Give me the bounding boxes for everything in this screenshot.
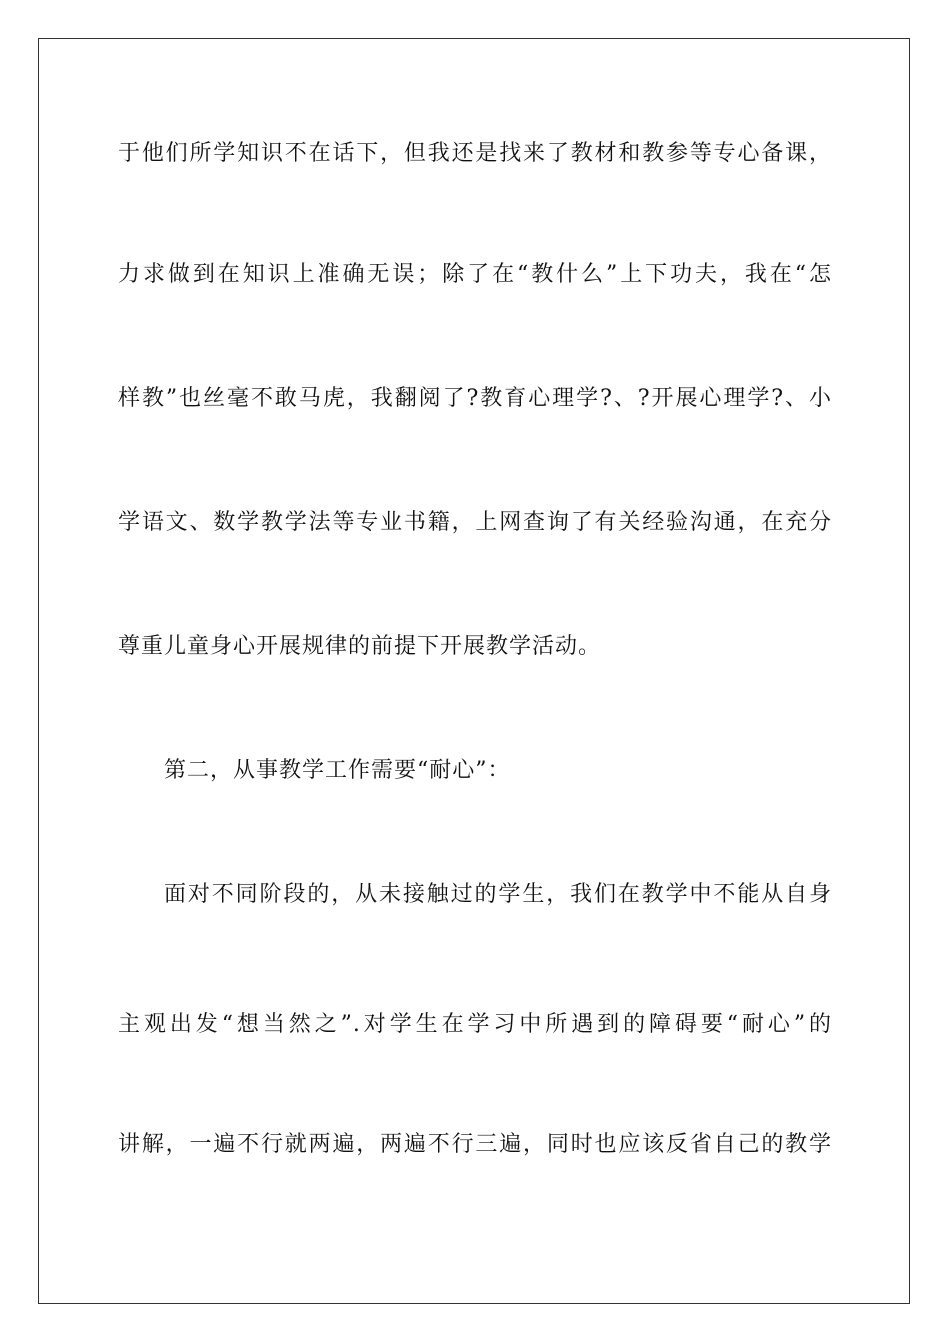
- text-line-5: 尊重儿童身心开展规律的前提下开展教学活动。: [118, 634, 602, 659]
- page-border: [38, 38, 910, 1304]
- text-line-4: 学语文、数学教学法等专业书籍，上网查询了有关经验沟通，在充分: [118, 510, 832, 535]
- text-line-8: 主观出发“想当然之”.对学生在学习中所遇到的障碍要“耐心”的: [118, 1012, 832, 1037]
- text-line-7: 面对不同阶段的，从未接触过的学生，我们在教学中不能从自身: [164, 882, 832, 907]
- text-line-9: 讲解，一遍不行就两遍，两遍不行三遍，同时也应该反省自己的教学: [118, 1132, 832, 1157]
- section-heading: 第二，从事教学工作需要“耐心”：: [164, 758, 511, 783]
- text-line-3: 样教”也丝毫不敢马虎，我翻阅了?教育心理学?、?开展心理学?、小: [118, 386, 832, 411]
- text-line-2: 力求做到在知识上准确无误；除了在“教什么”上下功夫，我在“怎: [118, 262, 832, 287]
- text-line-1: 于他们所学知识不在话下，但我还是找来了教材和教参等专心备课，: [118, 141, 832, 166]
